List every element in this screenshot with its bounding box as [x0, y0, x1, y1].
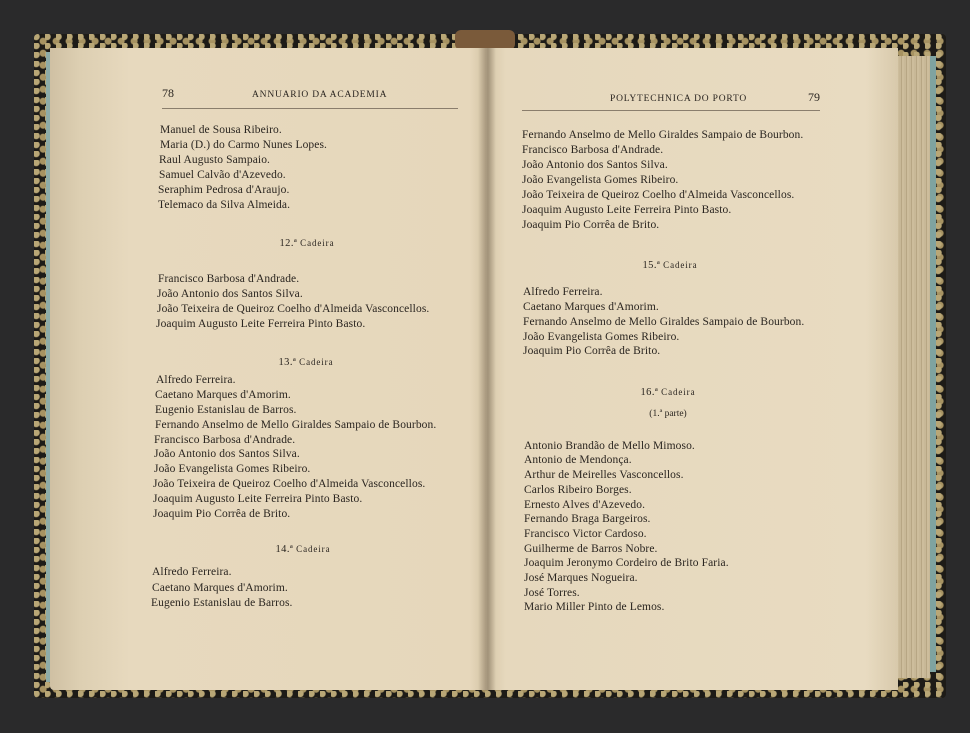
section-subheading: (1.ª parte) [649, 409, 687, 419]
name-line: Joaquim Augusto Leite Ferreira Pinto Basto. [522, 204, 732, 216]
name-line: Seraphim Pedrosa d'Araujo. [158, 184, 290, 196]
name-line: Caetano Marques d'Amorim. [523, 301, 659, 313]
name-line: Francisco Barbosa d'Andrade. [154, 434, 296, 446]
name-line: Ernesto Alves d'Azevedo. [524, 499, 646, 511]
name-line: Mario Miller Pinto de Lemos. [524, 601, 665, 613]
section-number: 14.ª [275, 544, 294, 555]
name-line: Joaquim Augusto Leite Ferreira Pinto Basto. [153, 493, 363, 505]
page-number: 79 [808, 90, 820, 104]
name-line: Joaquim Pio Corrêa de Brito. [153, 508, 291, 520]
name-line: Maria (D.) do Carmo Nunes Lopes. [160, 139, 328, 151]
page-block-edge [894, 56, 930, 678]
name-line: Antonio Brandão de Mello Mimoso. [524, 440, 695, 452]
name-line: Francisco Barbosa d'Andrade. [158, 273, 300, 285]
name-line: Guilherme de Barros Nobre. [524, 543, 658, 555]
left-page [50, 48, 486, 690]
book-spine [455, 30, 515, 50]
name-line: Antonio de Mendonça. [524, 454, 632, 466]
section-number: 12.ª [279, 238, 298, 249]
name-line: Manuel de Sousa Ribeiro. [160, 124, 282, 136]
running-title: ANNUARIO DA ACADEMIA [252, 90, 388, 100]
name-line: João Antonio dos Santos Silva. [154, 448, 300, 460]
name-line: Carlos Ribeiro Borges. [524, 484, 632, 496]
name-line: Joaquim Pio Corrêa de Brito. [523, 345, 661, 357]
page-number: 78 [162, 86, 174, 100]
name-line: João Evangelista Gomes Ribeiro. [154, 463, 311, 475]
name-line: Fernando Anselmo de Mello Giraldes Sampaio de Bourbon. [523, 316, 805, 328]
name-line: Fernando Braga Bargeiros. [524, 513, 651, 525]
name-line: Telemaco da Silva Almeida. [158, 199, 291, 211]
page-edge-right [930, 56, 936, 672]
section-word: Cadeira [661, 387, 696, 397]
header-rule [162, 108, 458, 109]
right-page [486, 48, 898, 690]
name-line: Fernando Anselmo de Mello Giraldes Sampaio de Bourbon. [522, 129, 804, 141]
name-line: Eugenio Estanislau de Barros. [155, 404, 297, 416]
section-word: Cadeira [300, 238, 335, 248]
name-line: Joaquim Augusto Leite Ferreira Pinto Basto. [156, 318, 366, 330]
name-line: Alfredo Ferreira. [523, 286, 603, 298]
name-line: Caetano Marques d'Amorim. [152, 582, 288, 594]
name-line: Samuel Calvão d'Azevedo. [159, 169, 286, 181]
header-rule [522, 110, 820, 111]
name-line: José Torres. [524, 587, 580, 599]
section-word: Cadeira [663, 260, 698, 270]
section-heading [276, 544, 331, 555]
name-line: Joaquim Pio Corrêa de Brito. [522, 219, 660, 231]
section-word: Cadeira [299, 357, 334, 367]
section-number: 16.ª [640, 387, 659, 398]
name-line: Alfredo Ferreira. [156, 374, 236, 386]
name-line: Fernando Anselmo de Mello Giraldes Sampaio de Bourbon. [155, 419, 437, 431]
name-line: João Teixeira de Queiroz Coelho d'Almeida Vasconcellos. [157, 303, 430, 315]
name-line: João Evangelista Gomes Ribeiro. [523, 331, 680, 343]
name-line: Alfredo Ferreira. [152, 566, 232, 578]
name-line: José Marques Nogueira. [524, 572, 638, 584]
section-number: 13.ª [278, 357, 297, 368]
name-line: João Antonio dos Santos Silva. [157, 288, 303, 300]
name-line: Francisco Barbosa d'Andrade. [522, 144, 664, 156]
section-heading [279, 357, 334, 368]
name-line: João Antonio dos Santos Silva. [522, 159, 668, 171]
name-line: João Teixeira de Queiroz Coelho d'Almeida Vasconcellos. [522, 189, 795, 201]
section-heading [641, 387, 696, 398]
name-line: Raul Augusto Sampaio. [159, 154, 271, 166]
running-title: POLYTECHNICA DO PORTO [610, 94, 748, 104]
name-line: Francisco Victor Cardoso. [524, 528, 647, 540]
name-line: João Teixeira de Queiroz Coelho d'Almeida Vasconcellos. [153, 478, 426, 490]
name-line: Arthur de Meirelles Vasconcellos. [524, 469, 684, 481]
name-line: Joaquim Jeronymo Cordeiro de Brito Faria. [524, 557, 729, 569]
name-line: Eugenio Estanislau de Barros. [151, 597, 293, 609]
section-word: Cadeira [296, 544, 331, 554]
section-heading [643, 260, 698, 271]
book-gutter [478, 48, 496, 690]
name-line: João Evangelista Gomes Ribeiro. [522, 174, 679, 186]
section-number: 15.ª [642, 260, 661, 271]
name-line: Caetano Marques d'Amorim. [155, 389, 291, 401]
section-heading [280, 238, 335, 249]
